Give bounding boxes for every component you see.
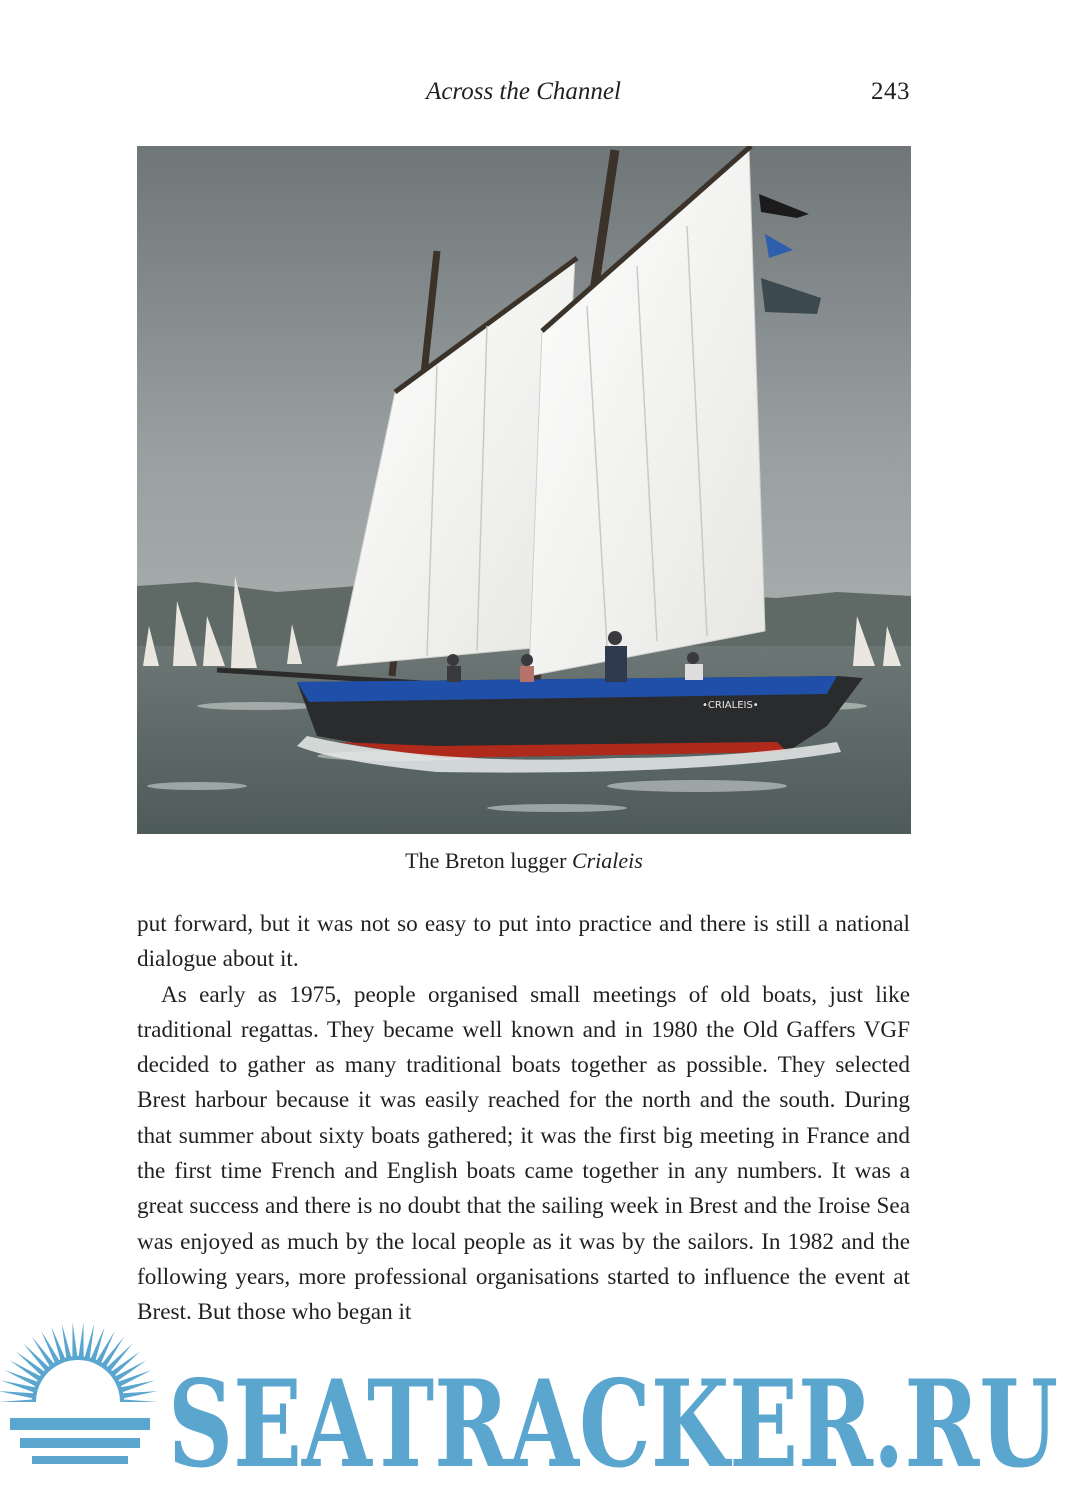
page-number: 243 bbox=[871, 78, 910, 105]
hull-name: •CRIALEIS• bbox=[702, 700, 759, 711]
sun-ray bbox=[5, 1370, 39, 1387]
watermark bbox=[0, 1318, 1080, 1494]
caption-boat-name: Crialeis bbox=[571, 848, 643, 873]
sun-ray bbox=[121, 1391, 157, 1399]
caption-prefix: The Breton lugger bbox=[405, 848, 572, 873]
sun-burst-icon bbox=[0, 1322, 160, 1494]
running-title: Across the Channel bbox=[426, 78, 621, 105]
lugger-photo bbox=[137, 146, 911, 834]
paragraph: put forward, but it was not so easy to put into practice and there is still a national dialogue about it. bbox=[137, 911, 910, 973]
paragraph: As early as 1975, people organised small meetings of old boats, just like traditional regattas. They became well known and in 1980 the Old Gaffers VGF decided to gather as many traditional boats together as possible. They selected Brest harbour because it was easily reached for the north and the south. During that summer about sixty boats gathered; it was the first big meeting in France and the first time French and English boats came together in any numbers. It was a great success and there is no doubt that the sailing week in Brest and the Iroise Sea was enjoyed as much by the local people as it was by the sailors. In 1982 and the following years, more professional organisations started to influence the event at Brest. But those who began it bbox=[137, 981, 910, 1326]
sun-ray bbox=[72, 1322, 77, 1358]
sun-ray bbox=[117, 1370, 151, 1387]
running-head bbox=[137, 78, 910, 118]
sun-ray bbox=[0, 1391, 35, 1399]
body-text bbox=[137, 907, 910, 1331]
figure-caption bbox=[137, 848, 911, 874]
watermark-text: SEATRACKER.RU bbox=[168, 1354, 1058, 1494]
sun-ray bbox=[78, 1322, 83, 1358]
